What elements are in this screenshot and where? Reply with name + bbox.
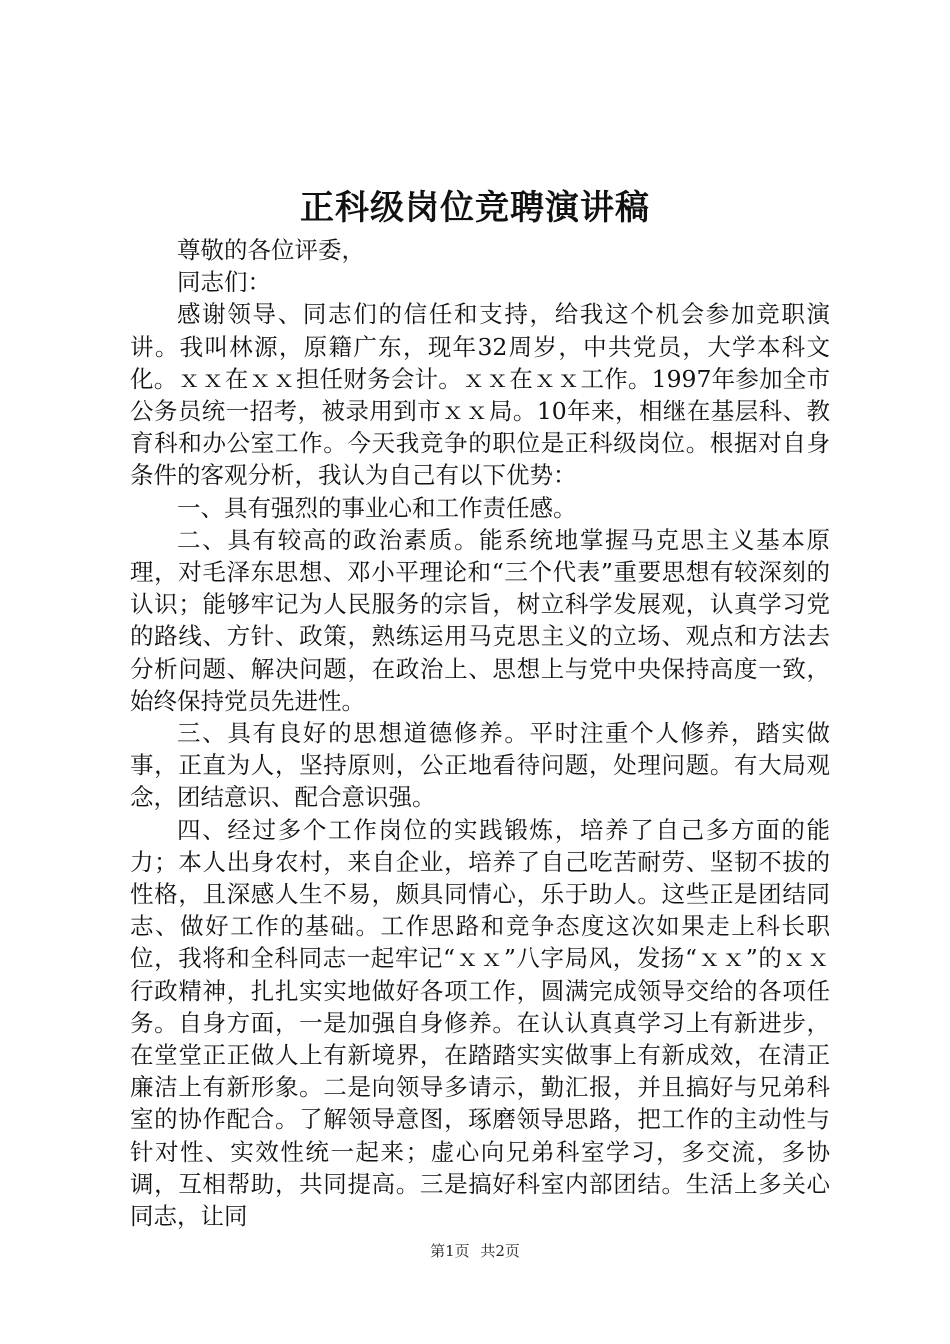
salutation-judges: 尊敬的各位评委， — [177, 236, 365, 264]
paragraph-point-three: 三、具有良好的思想道德修养。平时注重个人修养，踏实做事，正直为人，坚持原则，公正地看待问题，处理问题。有大局观念，团结意识、配合意识强。 — [130, 719, 830, 812]
paragraph-point-one: 一、具有强烈的事业心和工作责任感。 — [177, 493, 577, 522]
paragraph-point-two: 二、具有较高的政治素质。能系统地掌握马克思主义基本原理，对毛泽东思想、邓小平理论和“三个代表”重要思想有较深刻的认识；能够牢记为人民服务的宗旨，树立科学发展观，认真学习党的路线、方针、政策，熟练运用马克思主义的立场、观点和方法去分析问题、解决问题，在政治上、思想上与党中央保持高度一致，始终保持党员先进性。 — [130, 525, 830, 715]
paragraph-introduction: 感谢领导、同志们的信任和支持，给我这个机会参加竞职演讲。我叫林源，原籍广东，现年32周岁，中共党员，大学本科文化。ｘｘ在ｘｘ担任财务会计。ｘｘ在ｘｘ工作。1997年参加全市公务员统一招考，被录用到市ｘｘ局。10年来，相继在基层科、教育科和办公室工作。今天我竞争的职位是正科级岗位。根据对自身条件的客观分析，我认为自己有以下优势： — [130, 300, 830, 490]
page-total: 共2页 — [480, 1242, 520, 1260]
page-title: 正科级岗位竞聘演讲稿 — [300, 188, 650, 228]
page-footer — [0, 1241, 950, 1261]
paragraph-point-four: 四、经过多个工作岗位的实践锻炼，培养了自己多方面的能力；本人出身农村，来自企业，培养了自己吃苦耐劳、坚韧不拔的性格，且深感人生不易，颇具同情心，乐于助人。这些正是团结同志、做好工作的基础。工作思路和竞争态度这次如果走上科长职位，我将和全科同志一起牢记“ｘｘ”八字局风，发扬“ｘｘ”的ｘｘ行政精神，扎扎实实地做好各项工作，圆满完成领导交给的各项任务。自身方面，一是加强自身修养。在认认真真学习上有新进步，在堂堂正正做人上有新境界，在踏踏实实做事上有新成效，在清正廉洁上有新形象。二是向领导多请示，勤汇报，并且搞好与兄弟科室的协作配合。了解领导意图，琢磨领导思路，把工作的主动性与针对性、实效性统一起来；虚心向兄弟科室学习，多交流，多协调，互相帮助，共同提高。三是搞好科室内部团结。生活上多关心同志，让同 — [130, 815, 830, 1231]
salutation-comrades: 同志们： — [177, 268, 271, 297]
page-number: 第1页 — [430, 1242, 470, 1260]
document-body — [130, 234, 830, 1232]
